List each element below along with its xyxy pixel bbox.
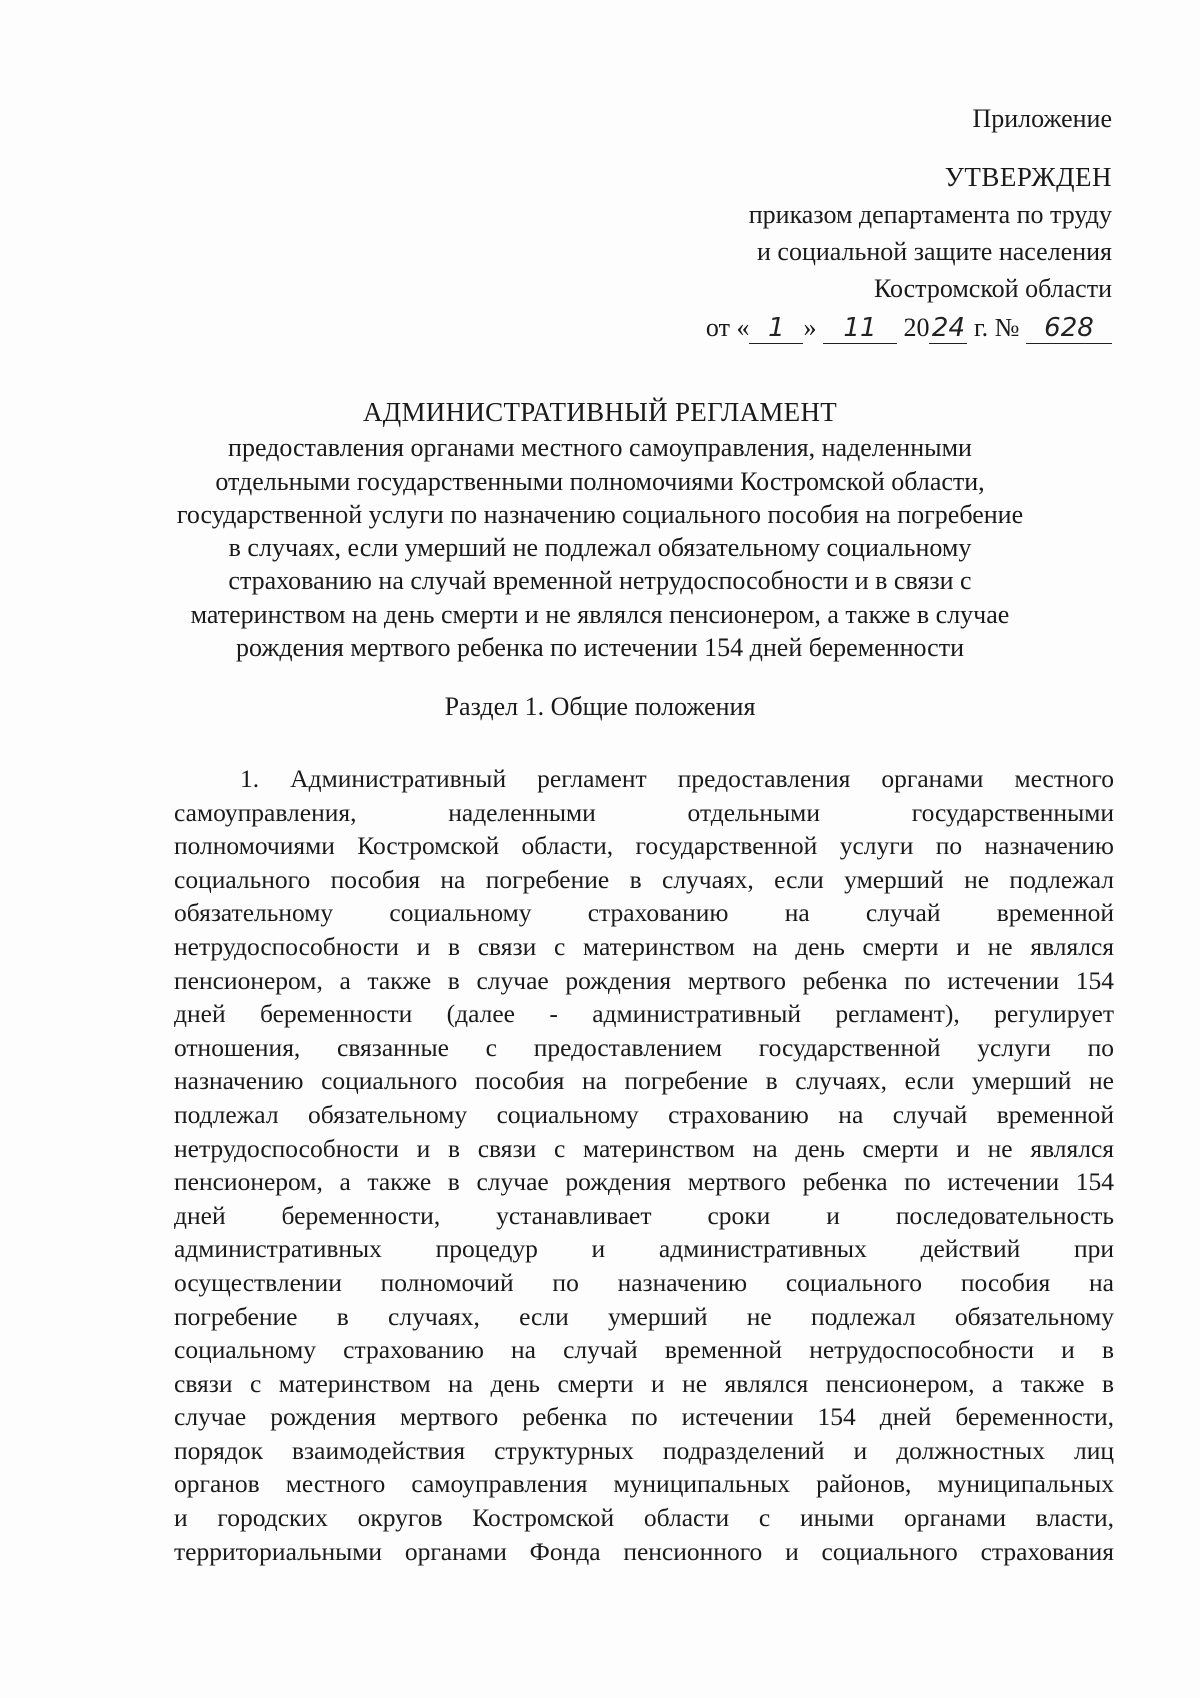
approval-block — [552, 100, 1112, 346]
approval-line: Костромской области — [873, 274, 1112, 303]
handwritten-day: 1 — [749, 313, 803, 344]
handwritten-month: 11 — [823, 313, 897, 344]
order-date-line — [552, 309, 1112, 346]
paragraph-line: полномочиями Костромской области, государственной услуги по назначению — [174, 831, 1114, 861]
handwritten-year: 24 — [929, 313, 967, 344]
title-line: государственной услуги по назначению социального пособия на погребение — [176, 499, 1024, 529]
paragraph-line: административных процедур и административных действий при — [174, 1234, 1114, 1264]
paragraph-line: нетрудоспособности и в связи с материнством на день смерти и не являлся — [174, 931, 1114, 961]
paragraph-line: связи с материнством на день смерти и не являлся пенсионером, а также в — [174, 1368, 1114, 1398]
year-prefix: 20 — [903, 313, 930, 342]
date-prefix: от « — [705, 313, 750, 342]
paragraph-line: погребение в случаях, если умерший не подлежал обязательному — [174, 1301, 1114, 1331]
title-line: материнством на день смерти и не являлся пенсионером, а также в случае — [190, 599, 1010, 629]
date-mid: » — [803, 313, 817, 342]
paragraph-line: подлежал обязательному социальному страхованию на случай временной — [174, 1099, 1114, 1129]
title-line: предоставления органами местного самоуправления, наделенными — [228, 433, 972, 463]
paragraph-line: порядок взаимодействия структурных подразделений и должностных лиц — [174, 1435, 1114, 1465]
approval-line: приказом департамента по труду — [748, 200, 1112, 229]
paragraph-line: обязательному социальному страхованию на случай временной — [174, 898, 1114, 928]
paragraph-line: осуществлении полномочий по назначению социального пособия на — [174, 1267, 1114, 1297]
paragraph-line: дней беременности, устанавливает сроки и последовательность — [174, 1200, 1114, 1230]
document-title: АДМИНИСТРАТИВНЫЙ РЕГЛАМЕНТ — [362, 397, 838, 427]
paragraph-line: и городских округов Костромской области с иными органами власти, — [174, 1503, 1114, 1533]
paragraph-line: 1. Административный регламент предоставления органами местного — [240, 764, 1114, 793]
paragraph-line: органов местного самоуправления муниципальных районов, муниципальных — [174, 1469, 1114, 1499]
paragraph-line: социального пособия на погребение в случаях, если умерший не подлежал — [174, 864, 1114, 894]
paragraph-line: случае рождения мертвого ребенка по истечении 154 дней беременности, — [174, 1402, 1114, 1432]
section-heading: Раздел 1. Общие положения — [444, 692, 756, 721]
document-title-block — [120, 396, 1080, 664]
paragraph-line: пенсионером, а также в случае рождения мертвого ребенка по истечении 154 — [174, 965, 1114, 995]
title-line: отдельными государственными полномочиями Костромской области, — [215, 466, 985, 496]
paragraph-line: отношения, связанные с предоставлением государственной услуги по — [174, 1032, 1114, 1062]
appendix-label: Приложение — [972, 104, 1112, 133]
paragraph-line: дней беременности (далее - административный регламент), регулирует — [174, 999, 1114, 1029]
approved-label: УТВЕРЖДЕН — [944, 162, 1112, 192]
paragraph-line: социальному страхованию на случай временной нетрудоспособности и в — [174, 1335, 1114, 1365]
paragraph-line: территориальными органами Фонда пенсионного и социального страхования — [174, 1536, 1114, 1566]
approval-line: и социальной защите населения — [756, 237, 1112, 266]
number-prefix: г. № — [973, 313, 1020, 342]
title-line: рождения мертвого ребенка по истечении 154 дней беременности — [236, 633, 964, 663]
title-line: страхованию на случай временной нетрудоспособности и в связи с — [228, 566, 972, 596]
handwritten-order-number: 628 — [1026, 313, 1112, 344]
paragraph-line: назначению социального пособия на погребение в случаях, если умерший не — [174, 1066, 1114, 1096]
title-line: в случаях, если умерший не подлежал обязательному социальному — [228, 533, 972, 563]
paragraph-line: самоуправления, наделенными отдельными государственными — [174, 797, 1114, 827]
paragraph-line: пенсионером, а также в случае рождения мертвого ребенка по истечении 154 — [174, 1167, 1114, 1197]
paragraph-line: нетрудоспособности и в связи с материнством на день смерти и не являлся — [174, 1133, 1114, 1163]
paragraph-1 — [174, 762, 1114, 1568]
